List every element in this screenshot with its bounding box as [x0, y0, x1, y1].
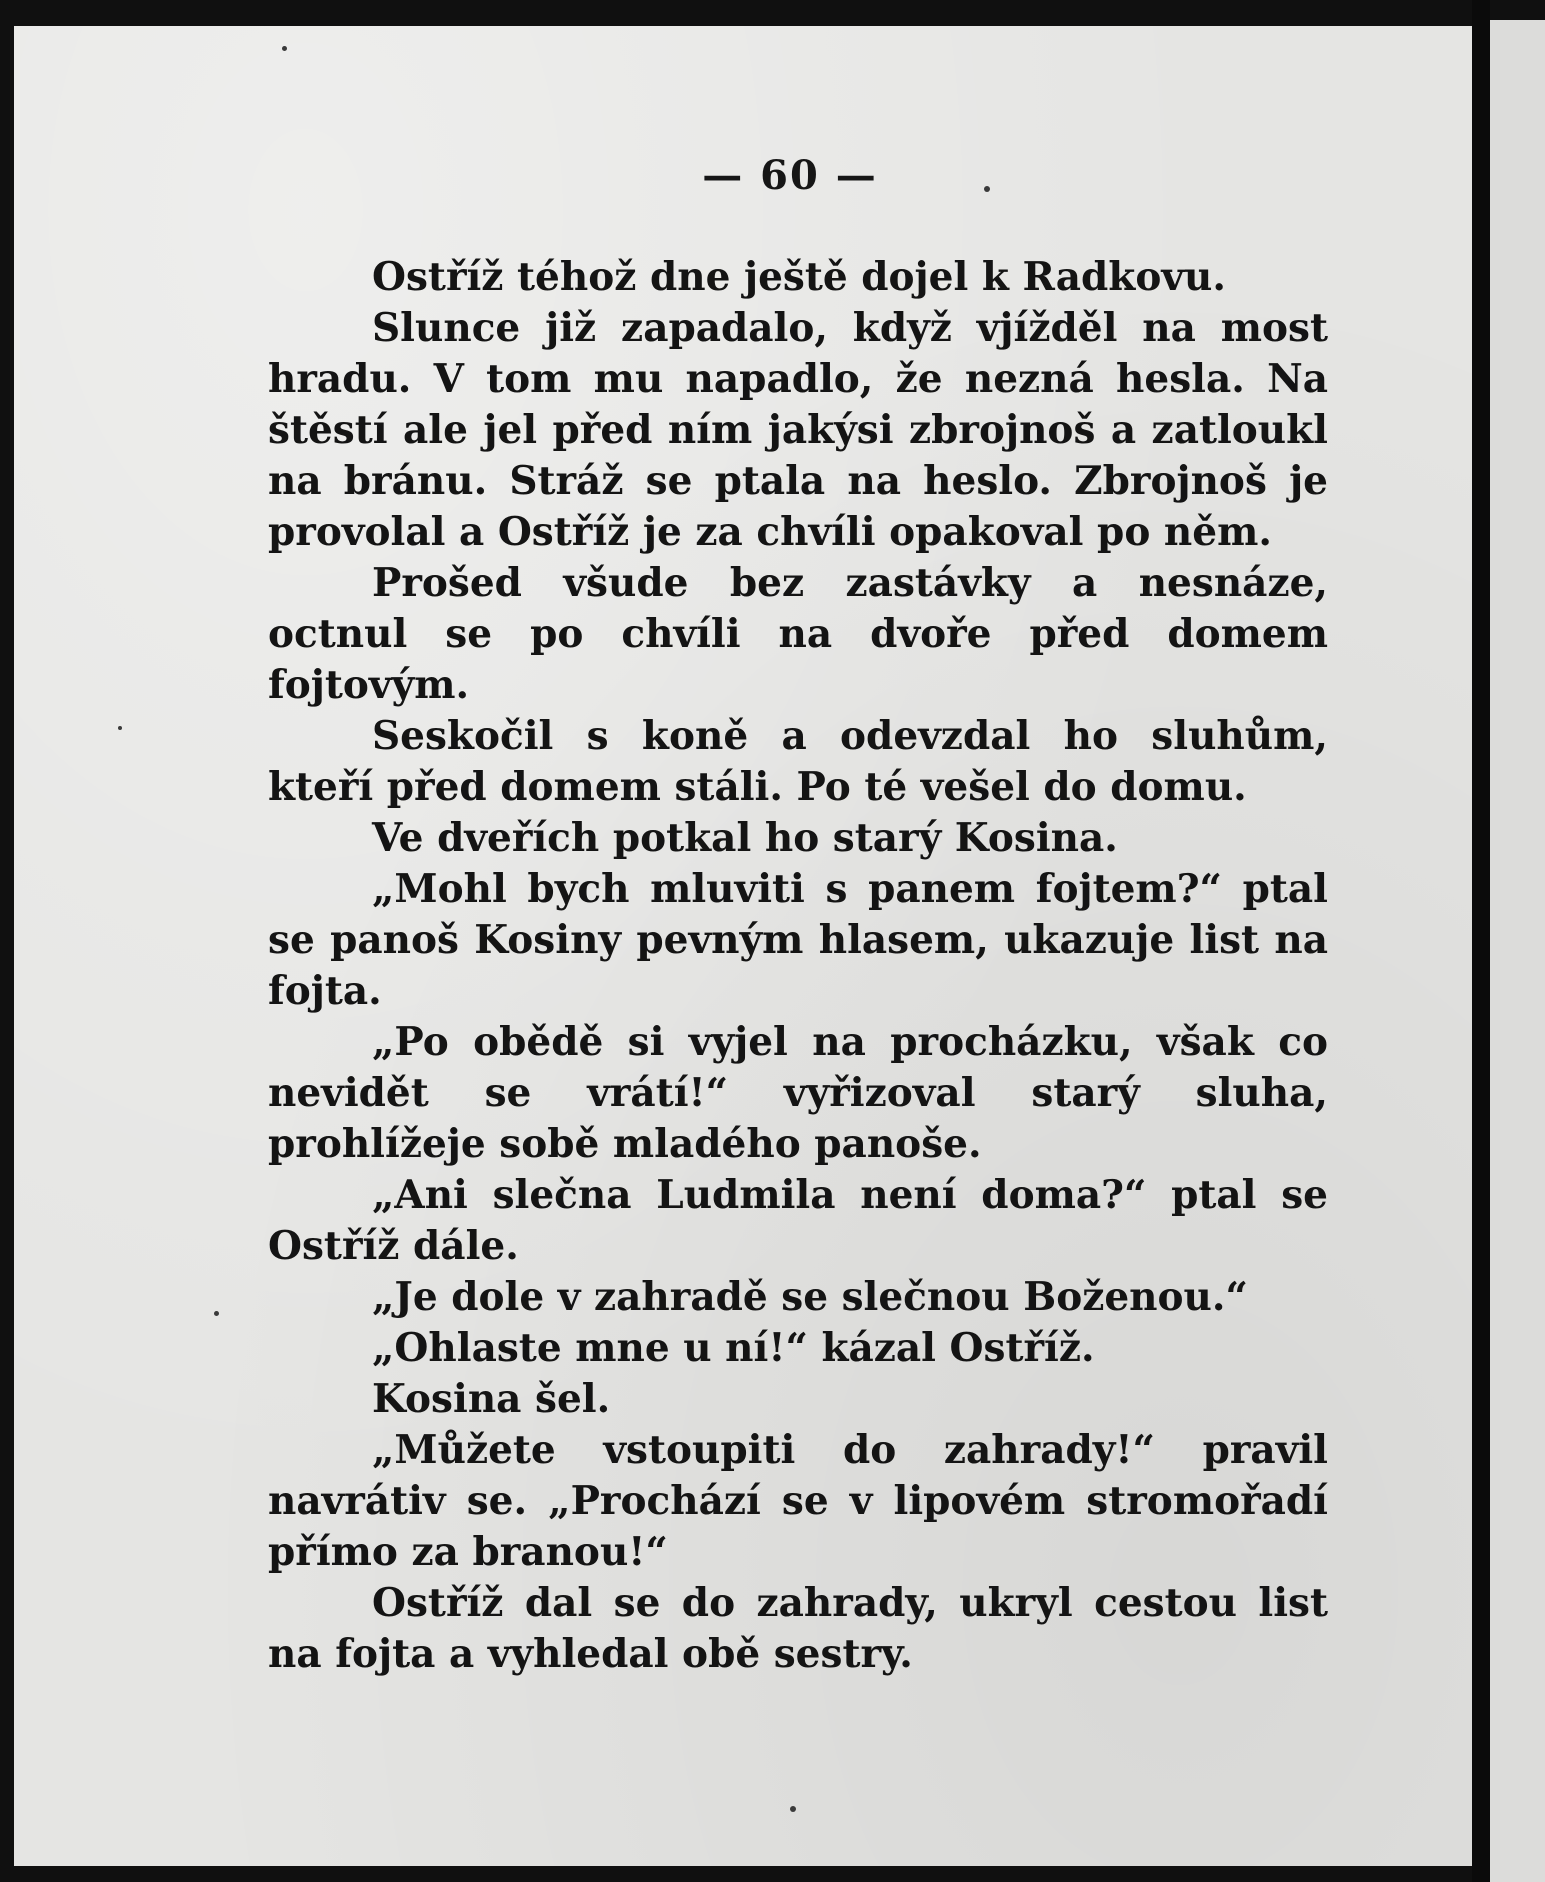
paragraph: „Ani slečna Ludmila není doma?“ ptal se Ostříž dále.	[268, 1172, 1328, 1269]
paper-speck	[214, 1311, 219, 1316]
paragraph: „Můžete vstoupiti do zahrady!“ pravil navrátiv se. „Prochází se v lipovém stromořadí přímo za branou!“	[268, 1427, 1328, 1575]
paragraph: „Je dole v zahradě se slečnou Boženou.“	[372, 1274, 1248, 1320]
book-gutter-shadow	[1472, 0, 1490, 1882]
paragraph: Slunce již zapadalo, když vjížděl na most hradu. V tom mu napadlo, že nezná hesla. Na štěstí ale jel před ním jakýsi zbrojnoš a zatloukl na bránu. Stráž se ptala na heslo. Zbrojnoš je provolal a Ostříž je za chvíli opakoval po něm.	[268, 305, 1328, 555]
paper-speck	[118, 726, 122, 730]
paragraph: Ve dveřích potkal ho starý Kosina.	[372, 815, 1118, 861]
paragraph: Seskočil s koně a odevzdal ho sluhům, kteří před domem stáli. Po té vešel do domu.	[268, 713, 1328, 810]
page-number: — 60 —	[702, 152, 878, 199]
paragraph: Ostříž dal se do zahrady, ukryl cestou list na fojta a vyhledal obě sestry.	[268, 1580, 1328, 1677]
paragraph: „Po obědě si vyjel na procházku, však co nevidět se vrátí!“ vyřizoval starý sluha, prohlížeje sobě mladého panoše.	[268, 1019, 1328, 1167]
paragraph: „Mohl bych mluviti s panem fojtem?“ ptal se panoš Kosiny pevným hlasem, ukazuje list na fojta.	[268, 866, 1328, 1014]
paper-speck	[282, 46, 287, 51]
paragraph: Ostříž téhož dne ještě dojel k Radkovu.	[372, 254, 1226, 300]
body-text	[268, 252, 1328, 1680]
paper-speck	[790, 1806, 796, 1812]
facing-page-edge	[1490, 20, 1545, 1882]
paragraph: „Ohlaste mne u ní!“ kázal Ostříž.	[372, 1325, 1095, 1371]
paragraph: Kosina šel.	[372, 1376, 611, 1422]
paragraph: Prošed všude bez zastávky a nesnáze, octnul se po chvíli na dvoře před domem fojtovým.	[268, 560, 1328, 708]
